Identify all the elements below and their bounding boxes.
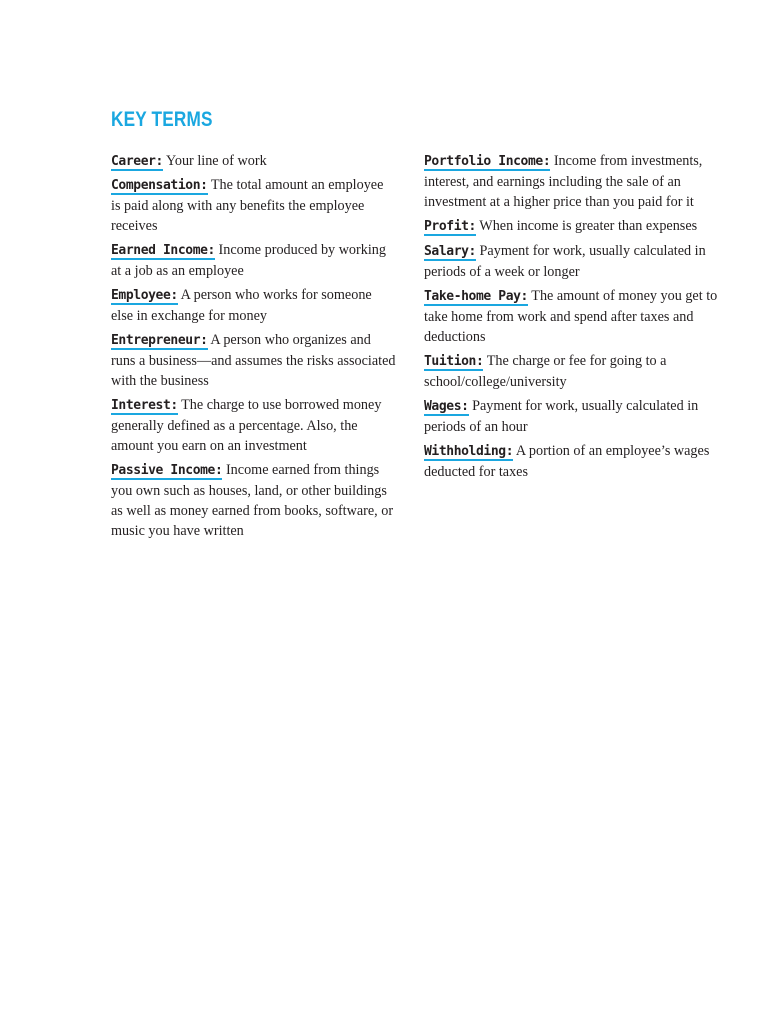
term-label: Tuition: bbox=[424, 354, 484, 369]
term-definition: A person who organizes and runs a business—and assumes the risks associated with the business bbox=[111, 332, 396, 389]
term-entry bbox=[424, 286, 724, 347]
term-definition: Income from investments, interest, and earnings including the sale of an investment at a higher price than you paid for it bbox=[424, 153, 703, 210]
term-entry bbox=[424, 151, 724, 212]
term-label: Interest: bbox=[111, 398, 178, 413]
term-definition: When income is greater than expenses bbox=[479, 218, 698, 234]
term-label: Salary: bbox=[424, 244, 476, 259]
right-term-list bbox=[424, 151, 724, 486]
term-entry bbox=[424, 241, 724, 282]
term-label: Profit: bbox=[424, 219, 476, 234]
term-definition: The charge or fee for going to a school/college/university bbox=[424, 353, 667, 390]
term-entry bbox=[111, 240, 396, 281]
term-definition: Payment for work, usually calculated in periods of a week or longer bbox=[424, 243, 706, 280]
term-entry bbox=[111, 395, 396, 456]
term-label: Career: bbox=[111, 154, 163, 169]
term-entry bbox=[424, 351, 724, 392]
term-entry bbox=[111, 460, 396, 541]
term-entry bbox=[111, 151, 396, 172]
term-label: Earned Income: bbox=[111, 243, 215, 258]
term-definition: The charge to use borrowed money generally defined as a percentage. Also, the amount you earn on an investment bbox=[111, 397, 382, 454]
term-definition: The total amount an employee is paid along with any benefits the employee receives bbox=[111, 177, 384, 234]
term-definition: Income earned from things you own such as houses, land, or other buildings as well as money earned from books, software, or music you have written bbox=[111, 462, 394, 539]
term-entry bbox=[111, 330, 396, 391]
term-label: Withholding: bbox=[424, 444, 514, 459]
term-definition: Payment for work, usually calculated in periods of an hour bbox=[424, 398, 699, 435]
term-label: Take-home Pay: bbox=[424, 289, 528, 304]
term-entry bbox=[111, 285, 396, 326]
left-term-list bbox=[111, 151, 396, 545]
term-label: Wages: bbox=[424, 399, 469, 414]
term-label: Entrepreneur: bbox=[111, 333, 208, 348]
term-definition: The amount of money you get to take home from work and spend after taxes and deductions bbox=[424, 288, 718, 345]
term-label: Portfolio Income: bbox=[424, 154, 551, 169]
term-definition: A portion of an employee’s wages deducted for taxes bbox=[424, 443, 710, 480]
term-entry bbox=[424, 396, 724, 437]
term-entry bbox=[424, 441, 724, 482]
term-label: Employee: bbox=[111, 288, 178, 303]
term-label: Compensation: bbox=[111, 178, 208, 193]
term-definition: Income produced by working at a job as an employee bbox=[111, 242, 386, 279]
term-definition: Your line of work bbox=[166, 153, 267, 169]
term-label: Passive Income: bbox=[111, 463, 223, 478]
page-title: KEY TERMS bbox=[111, 108, 213, 131]
term-entry bbox=[424, 216, 724, 237]
term-entry bbox=[111, 175, 396, 236]
term-definition: A person who works for someone else in exchange for money bbox=[111, 287, 372, 324]
